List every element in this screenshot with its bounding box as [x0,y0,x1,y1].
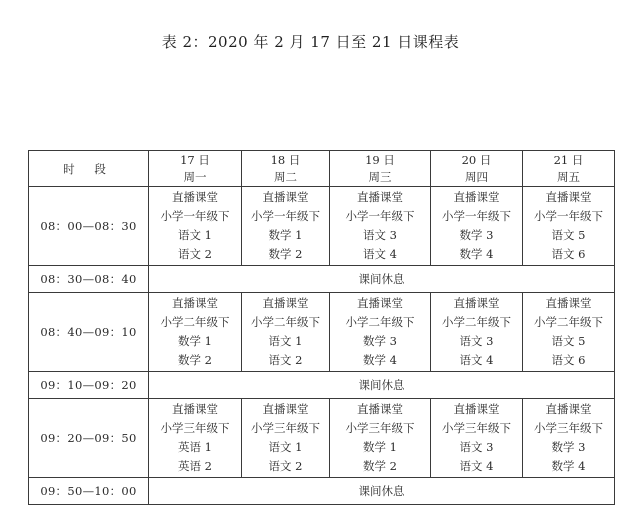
class-cell [330,399,431,478]
class-cell-line: 数学 1 [268,228,303,242]
day-date: 19 日 [365,152,395,167]
class-cell-line: 语文 2 [268,459,303,473]
class-cell-line: 语文 3 [459,334,494,348]
class-cell-line: 数学 3 [459,228,494,242]
class-cell-line: 小学一年级下 [534,209,603,223]
day-header [242,151,330,187]
class-cell-line: 语文 3 [363,228,397,242]
time-slot: 09：10—09：20 [29,372,149,399]
class-cell-line: 直播课堂 [262,402,309,416]
class-cell-line: 语文 1 [268,440,303,454]
class-cell-line: 语文 1 [268,334,303,348]
class-cell-line: 小学一年级下 [160,209,230,223]
class-cell-line: 直播课堂 [172,190,218,204]
class-cell [431,293,523,372]
time-slot: 08：00—08：30 [29,187,149,266]
time-slot: 09：50—10：00 [29,478,149,505]
class-cell-line: 语文 3 [459,440,494,454]
day-header [330,151,431,187]
class-cell-line: 语文 5 [551,228,586,242]
class-cell [431,399,523,478]
time-slot: 08：30—08：40 [29,266,149,293]
break-label: 课间休息 [149,478,615,505]
class-cell-line: 语文 4 [459,459,494,473]
class-row [29,399,615,478]
day-header [149,151,242,187]
class-cell-line: 语文 5 [551,334,586,348]
class-cell-line: 语文 6 [551,247,586,261]
day-date: 18 日 [270,152,301,167]
time-slot: 09：20—09：50 [29,399,149,478]
class-cell-line: 直播课堂 [545,402,592,416]
class-cell-line: 直播课堂 [357,190,403,204]
class-cell-line: 直播课堂 [545,296,592,310]
class-cell-line: 英语 1 [178,440,212,454]
day-header [523,151,615,187]
class-cell [431,187,523,266]
class-cell [242,399,330,478]
class-cell-line: 数学 1 [363,440,397,454]
class-cell [523,187,615,266]
class-cell-line: 小学二年级下 [442,315,511,329]
class-row [29,187,615,266]
class-cell-line: 直播课堂 [357,402,403,416]
class-cell-line: 语文 2 [178,247,212,261]
class-cell-line: 语文 4 [459,353,494,367]
class-cell-line: 直播课堂 [453,296,500,310]
class-cell-line: 直播课堂 [262,190,309,204]
class-cell-line: 数学 3 [551,440,586,454]
class-cell [242,187,330,266]
class-cell [149,293,242,372]
class-cell-line: 数学 2 [178,353,212,367]
class-cell-line: 数学 1 [178,334,212,348]
class-cell-line: 数学 4 [551,459,586,473]
break-row [29,372,615,399]
class-cell [523,399,615,478]
class-row [29,293,615,372]
day-date: 20 日 [461,152,492,167]
class-cell-line: 直播课堂 [262,296,309,310]
header-row [29,151,615,187]
class-cell-line: 数学 2 [363,459,397,473]
class-cell-line: 直播课堂 [357,296,403,310]
class-cell-line: 语文 4 [363,247,397,261]
class-cell-line: 英语 2 [178,459,212,473]
class-cell-line: 小学二年级下 [251,315,320,329]
class-cell-line: 直播课堂 [172,296,218,310]
break-row [29,478,615,505]
day-date: 17 日 [180,152,210,167]
break-row [29,266,615,293]
class-cell-line: 小学三年级下 [251,421,320,435]
page-title: 表 2：2020 年 2 月 17 日至 21 日课程表 [161,33,460,51]
class-cell-line: 小学一年级下 [251,209,320,223]
class-cell-line: 小学三年级下 [160,421,230,435]
class-cell-line: 直播课堂 [453,190,500,204]
class-cell-line: 直播课堂 [453,402,500,416]
schedule-body [29,187,615,505]
schedule-table [28,150,615,505]
class-cell-line: 小学三年级下 [345,421,415,435]
class-cell-line: 直播课堂 [545,190,592,204]
day-weekday: 周一 [183,169,207,184]
class-cell-line: 数学 4 [459,247,494,261]
day-date: 21 日 [553,152,584,167]
class-cell-line: 语文 6 [551,353,586,367]
class-cell-line: 语文 2 [268,353,303,367]
class-cell-line: 语文 1 [178,228,212,242]
class-cell [242,293,330,372]
class-cell-line: 数学 2 [268,247,303,261]
class-cell-line: 小学二年级下 [345,315,415,329]
day-weekday: 周二 [274,169,297,184]
class-cell-line: 小学一年级下 [345,209,415,223]
class-cell [149,399,242,478]
class-cell-line: 数学 3 [363,334,397,348]
class-cell [523,293,615,372]
class-cell-line: 小学二年级下 [534,315,603,329]
time-slot: 08：40—09：10 [29,293,149,372]
class-cell-line: 小学一年级下 [442,209,511,223]
class-cell-line: 数学 4 [363,353,397,367]
day-header [431,151,523,187]
day-weekday: 周三 [368,169,392,184]
day-weekday: 周四 [465,169,488,184]
period-column-header: 时 段 [29,151,149,187]
day-weekday: 周五 [557,169,580,184]
class-cell [330,293,431,372]
class-cell-line: 小学二年级下 [160,315,230,329]
class-cell-line: 小学三年级下 [442,421,511,435]
break-label: 课间休息 [149,372,615,399]
class-cell-line: 小学三年级下 [534,421,603,435]
class-cell [149,187,242,266]
break-label: 课间休息 [149,266,615,293]
class-cell-line: 直播课堂 [172,402,218,416]
class-cell [330,187,431,266]
